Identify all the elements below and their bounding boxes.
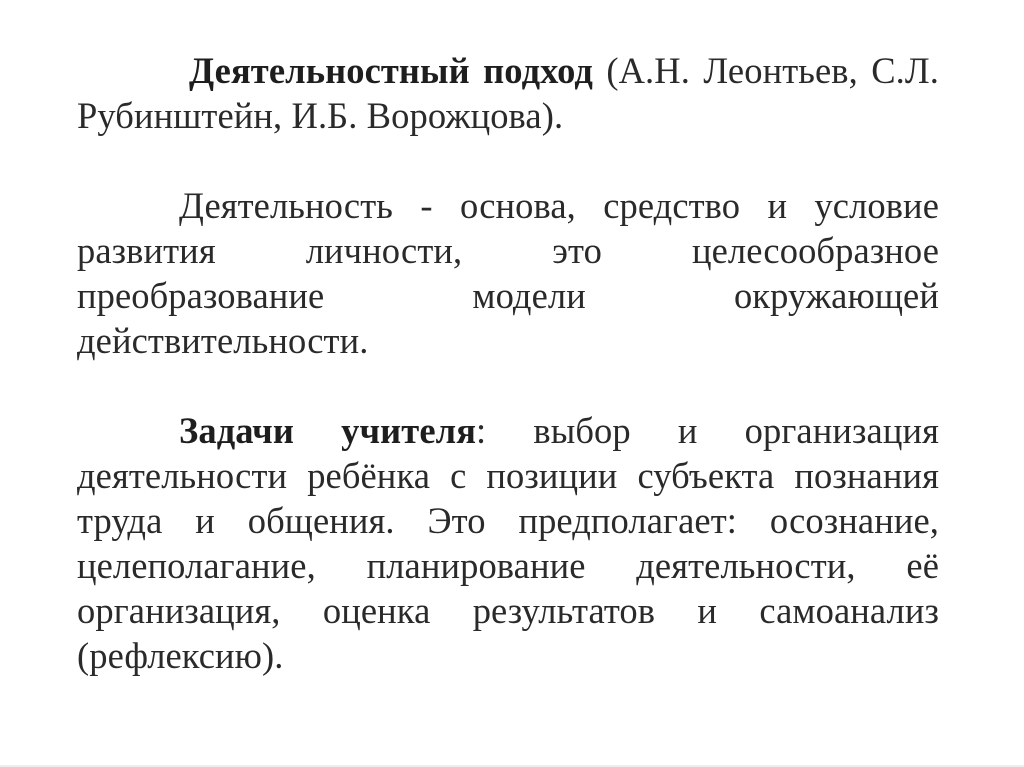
activity-definition-text: Деятельность - основа, средство и условие развития личности, это целесообразное преобразование модели окружающей действительности.	[77, 185, 939, 361]
teacher-tasks-text: : выбор и организация деятельности ребёнка с позиции субъекта познания труда и общения. Это предполагает: осознание, целеполагание, планирование деятельности, её организация, оценка результатов и самоанализ (рефлексию).	[77, 410, 939, 676]
activity-approach-heading: Деятельностный подход	[189, 50, 593, 91]
teacher-tasks-heading: Задачи учителя	[179, 410, 477, 451]
activity-approach-authors: (А.Н. Леонтьев, С.Л. Рубинштейн, И.Б. Ворожцова).	[77, 50, 939, 136]
paragraph-activity-approach	[77, 48, 939, 138]
slide-content	[77, 48, 939, 678]
paragraph-teacher-tasks	[77, 408, 939, 678]
paragraph-activity-definition	[77, 183, 939, 363]
